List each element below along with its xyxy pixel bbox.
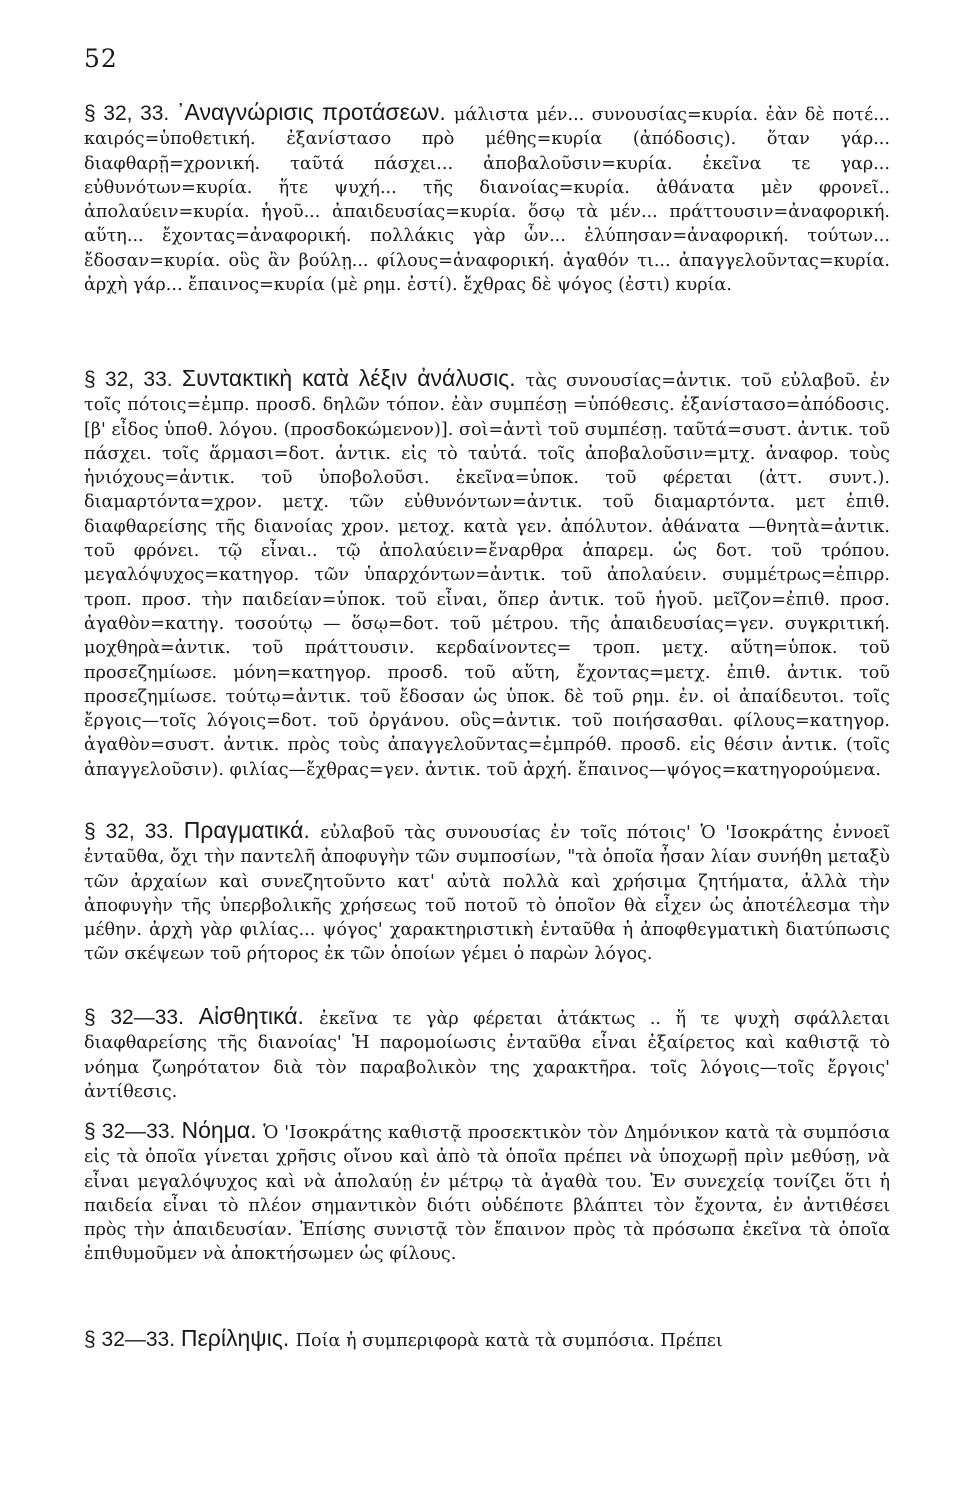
section-syntactic-analysis — [84, 366, 890, 782]
section-body: Ὁ 'Ισοκράτης καθιστᾷ προσεκτικὸν τὸν Δημόνικον κατὰ τὰ συμπόσια εἰς τὰ ὁποῖα γίνεται χρῆσις οἴνου καὶ ἀπὸ τὰ ὁποῖα πρέπει νὰ ὑποχωρῇ πρὶν μεθύσῃ, νὰ εἶναι μεγαλόψυχος καὶ νὰ ἀπολαύῃ ἐν μέτρῳ τὰ ἀγαθὰ του. Ἐν συνεχείᾳ τονίζει ὅτι ἡ παιδεία εἶναι τὸ πλέον σημαντικὸν διότι οὐδέποτε βλάπτει τὸν ἔχοντα, ἐν ἀντιθέσει πρὸς τὴν ἀπαιδευσίαν. Ἐπίσης συνιστᾷ τὸν ἔπαινον πρὸς τὰ πρόσωπα ἐκεῖνα τὰ ὁποῖα ἐπιθυμοῦμεν νὰ ἀποκτήσωμεν ὡς φίλους. — [84, 1123, 891, 1265]
section-body: Ποία ἡ συμπεριφορὰ κατὰ τὰ συμπόσια. Πρέπει — [295, 1331, 723, 1351]
section-heading: Περίληψις. — [180, 1325, 296, 1351]
section-heading: Αἰσθητικά. — [198, 1003, 320, 1029]
section-heading: Συντακτικὴ κατὰ λέξιν ἀνάλυσις. — [181, 365, 526, 391]
section-number: § 32—33. — [84, 1120, 182, 1143]
section-body: ἐκεῖνα τε γὰρ φέρεται ἀτάκτως .. ἥ τε ψυχὴ σφάλλεται διαφθαρείσης τῆς διανοίας' Ἡ παρομοίωσις ἐνταῦθα εἶναι ἐξαίρετος καὶ καθιστᾷ τὸ νόημα ζωηρότατον διὰ τὸν παραβολικὸν της χαρακτῆρα. τοῖς λόγοις—τοῖς ἔργοις' ἀντίθεσις. — [84, 1009, 890, 1102]
section-meaning — [84, 1118, 890, 1267]
section-number: § 32, 33. — [84, 820, 184, 843]
section-summary — [84, 1326, 890, 1353]
section-recognition-of-clauses — [84, 100, 890, 297]
section-aesthetic-notes — [84, 1004, 890, 1104]
section-body: μάλιστα μέν... συνουσίας=κυρία. ἐὰν δὲ ποτέ... καιρός=ὑποθετική. ἐξανίστασο πρὸ μέθης=κυρία (ἀπόδοσις). ὅταν γάρ... διαφθαρῇ=χρονική. ταῦτά πάσχει... ἀποβαλοῦσιν=κυρία. ἐκεῖνα τε γαρ... εὐθυνότων=κυρία. ἥτε ψυχή... τῆς διανοίας=κυρία. ἀθάνατα μὲν φρονεῖ.. ἀπολαύειν=κυρία. ἡγοῦ... ἀπαιδευσίας=κυρία. ὅσῳ τὰ μέν... πράττουσιν=ἀναφορική. αὕτη... ἔχοντας=ἀναφορική. πολλάκις γὰρ ὧν... ἐλύπησαν=ἀναφορική. τούτων... ἔδοσαν=κυρία. οὓς ἂν βούλῃ... φίλους=ἀναφορική. ἀγαθόν τι... ἀπαγγελοῦντας=κυρία. ἀρχὴ γάρ... ἔπαινος=κυρία (μὲ ρημ. ἐστί). ἔχθρας δὲ ψόγος (ἐστι) κυρία. — [84, 105, 890, 296]
section-heading: Πραγματικά. — [183, 817, 321, 843]
page-number: 52 — [84, 44, 118, 73]
section-body: εὐλαβοῦ τὰς συνουσίας ἐν τοῖς πότοις' Ὁ 'Ισοκράτης ἐννοεῖ ἐνταῦθα, ὄχι τὴν παντελῆ ἀποφυγὴν τῶν συμποσίων, "τὰ ὁποῖα ἦσαν λίαν συνήθη μεταξὺ τῶν ἀρχαίων καὶ συνεζητοῦντο κατ' αὐτὰ πολλὰ καὶ χρήσιμα ζητήματα, ἀλλὰ τὴν ἀποφυγὴν τῆς ὑπερβολικῆς χρήσεως τοῦ ποτοῦ τὸ ὁποῖον θὰ εἶχεν ὡς ἀποτέλεσμα τὴν μέθην. ἀρχὴ γὰρ φιλίας... ψόγος' χαρακτηριστικὴ ἐνταῦθα ἡ ἀποφθεγματικὴ διατύπωσις τῶν σκέψεων τοῦ ρήτορος ἐκ τῶν ὁποίων γέμει ὁ παρὼν λόγος. — [84, 823, 890, 965]
section-number: § 32—33. — [84, 1328, 181, 1351]
section-factual-notes — [84, 818, 890, 967]
section-heading: ᾿Αναγνώρισις προτάσεων. — [176, 99, 454, 125]
section-number: § 32—33. — [84, 1006, 199, 1029]
section-body: τὰς συνουσίας=ἀντικ. τοῦ εὐλαβοῦ. ἐν τοῖς πότοις=ἐμπρ. προσδ. δηλῶν τόπον. ἐὰν συμπέσῃ =ὑπόθεσις. ἐξανίστασο=ἀπόδοσις. [β' εἶδος ὑποθ. λόγου. (προσδοκώμενον)]. σοὶ=ἀντὶ τοῦ συμπέσῃ. ταῦτά=συστ. ἀντικ. τοῦ πάσχει. τοῖς ἅρμασι=δοτ. ἀντικ. εἰς τὸ ταὐτά. τοῖς ἀποβαλοῦσιν=μτχ. ἀναφορ. τοὺς ἡνιόχους=ἀντικ. τοῦ ὑποβολοῦσι. ἐκεῖνα=ὑποκ. τοῦ φέρεται (ἀττ. συντ.). διαμαρτόντα=χρον. μετχ. τῶν εὐθυνόντων=ἀντικ. τοῦ διαμαρτόντα. μετ ἐπιθ. διαφθαρείσης τῆς διανοίας χρον. μετοχ. κατὰ γεν. ἀπόλυτον. ἀθάνατα —θνητὰ=ἀντικ. τοῦ φρόνει. τῷ εἶναι.. τῷ ἀπολαύειν=ἔναρθρα ἀπαρεμ. ὡς δοτ. τοῦ τρόπου. μεγαλόψυχος=κατηγορ. τῶν ὑπαρχόντων=ἀντικ. τοῦ ἀπολαύειν. συμμέτρως=ἐπιρρ. τροπ. προσ. τὴν παιδείαν=ὑποκ. τοῦ εἶναι, ὅπερ ἀντικ. τοῦ ἡγοῦ. μεῖζον=ἐπιθ. προσ. ἀγαθὸν=κατηγ. τοσούτῳ — ὅσῳ=δοτ. τοῦ μέτρου. τῆς ἀπαιδευσίας=γεν. συγκριτική. μοχθηρὰ=ἀντικ. τοῦ πράττουσιν. κερδαίνοντες= τροπ. μετχ. αὕτη=ὑποκ. τοῦ προσεζημίωσε. μόνη=κατηγορ. προσδ. τοῦ αὕτη, ἔχοντας=μετχ. ἐπιθ. ἀντικ. τοῦ προσεζημίωσε. τούτῳ=ἀντικ. τοῦ ἔδοσαν ὡς ὑποκ. δὲ τοῦ ρημ. ἐν. οἱ ἀπαίδευτοι. τοῖς ἔργοις—τοῖς λόγοις=δοτ. τοῦ ὀργάνου. οὓς=ἀντικ. τοῦ ποιήσασθαι. φίλους=κατηγορ. ἀγαθὸν=συστ. ἀντικ. πρὸς τοὺς ἀπαγγελοῦντας=ἐμπρόθ. προσδ. εἰς θέσιν ἀντικ. (τοῖς ἀπαγγελοῦσιν). φιλίας—ἔχθρας=γεν. ἀντικ. τοῦ ἀρχή. ἔπαινος—ψόγος=κατηγορούμενα. — [84, 371, 890, 780]
section-heading: Νόημα. — [181, 1117, 264, 1143]
section-number: § 32, 33. — [84, 102, 177, 125]
section-number: § 32, 33. — [84, 368, 182, 391]
